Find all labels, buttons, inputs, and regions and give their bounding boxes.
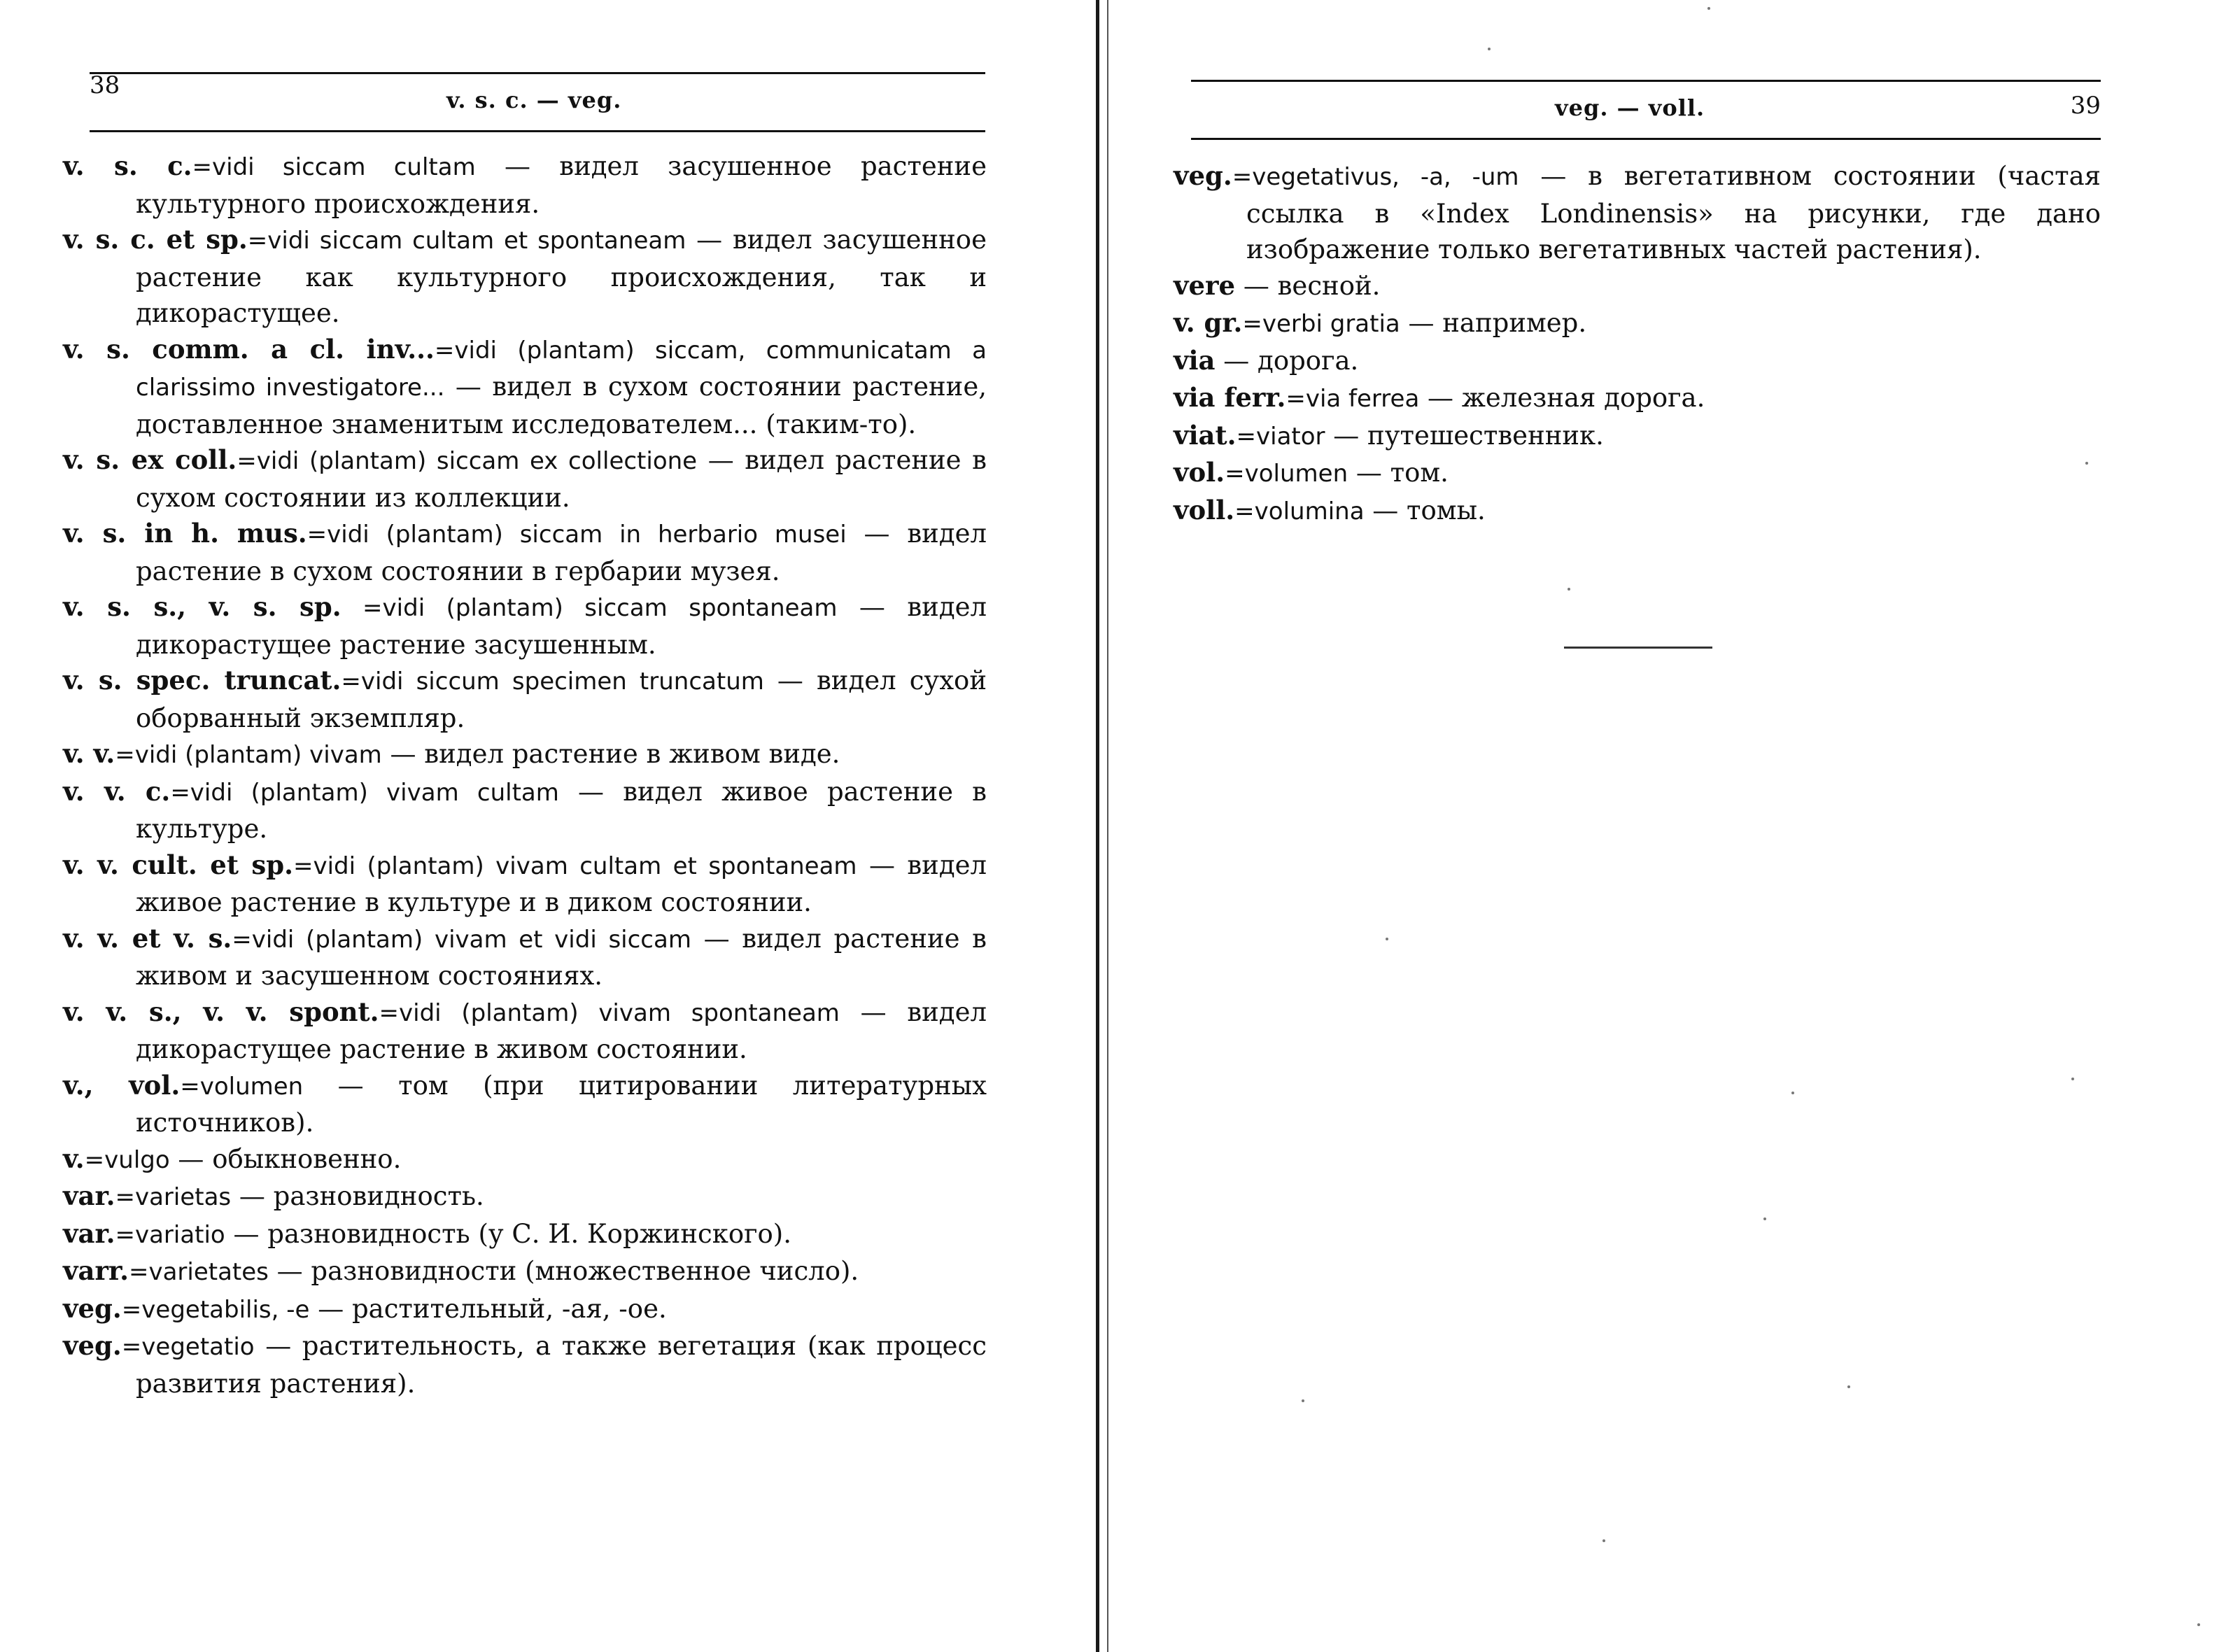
entry-term: v. s. ex coll.	[63, 444, 237, 475]
entry-definition: — видел живое растение в культуре и в диком состоянии.	[136, 849, 987, 917]
entry-definition: — видел растение в живом виде.	[381, 739, 840, 769]
entry-term: v. s. c.	[63, 150, 192, 181]
left-running-head: v. s. c. — veg.	[446, 87, 622, 113]
entry-term: veg.	[63, 1330, 122, 1361]
section-end-rule	[1564, 647, 1712, 649]
entry-latin: =vidi (plantam) siccam spontaneam	[341, 594, 838, 622]
entry-latin: =vulgo	[84, 1145, 170, 1174]
entry-term: v. s. s., v. s. sp.	[63, 591, 341, 622]
entry-term: varr.	[63, 1255, 129, 1286]
entry-latin: =vegetativus, -a, -um	[1232, 163, 1519, 191]
entry-definition: — томы.	[1364, 495, 1486, 525]
dictionary-entry	[1174, 455, 2101, 493]
right-page-number: 39	[2070, 92, 2101, 120]
entry-latin: =vidi siccam cultam	[192, 153, 476, 181]
dictionary-entry	[63, 774, 987, 847]
entry-latin: =vidi (plantam) vivam cultam et spontaneam	[293, 852, 857, 880]
scan-speck	[2071, 1078, 2074, 1080]
entry-term: via ferr.	[1174, 382, 1286, 413]
entry-definition: — видел живое растение в культуре.	[136, 776, 987, 844]
entry-latin: =vidi siccam cultam et spontaneam	[247, 227, 686, 255]
dictionary-entry	[1174, 343, 2101, 381]
entry-term: v. s. c. et sp.	[63, 224, 248, 255]
entry-latin: =vidi siccum specimen truncatum	[341, 668, 764, 696]
dictionary-entry	[1174, 268, 2101, 306]
left-page-header	[90, 72, 985, 132]
entry-definition: — железная дорога.	[1419, 383, 1705, 413]
entry-latin: =verbi gratia	[1242, 310, 1400, 338]
entry-term: via	[1174, 344, 1216, 376]
entry-term: v. s. comm. a cl. inv...	[63, 333, 435, 365]
scan-speck	[1602, 1539, 1605, 1542]
entry-definition: — видел засушенное растение как культурного происхождения, так и дикорастущее.	[136, 225, 987, 328]
entry-term: v., vol.	[63, 1069, 181, 1101]
right-entries-list	[1174, 158, 2101, 530]
entry-definition: — путешественник.	[1325, 420, 1604, 451]
entry-latin: =volumina	[1234, 497, 1365, 525]
entry-latin: =volumen	[1225, 460, 1348, 488]
entry-definition: — разновидности (множественное число).	[268, 1256, 859, 1286]
dictionary-entry	[63, 994, 987, 1068]
left-page-number: 38	[90, 71, 120, 99]
entry-term: var.	[63, 1180, 115, 1211]
entry-definition: — разновидность (у С. И. Коржинского).	[225, 1218, 791, 1249]
entry-definition: — видел дикорастущее растение в живом состоянии.	[136, 996, 987, 1064]
entry-latin: =volumen	[180, 1072, 304, 1101]
entry-definition: — видел сухой оборванный экземпляр.	[136, 665, 987, 733]
entry-latin: =vegetatio	[121, 1333, 255, 1361]
scan-speck	[2085, 462, 2088, 465]
entry-term: vere	[1174, 269, 1236, 301]
right-page	[1109, 0, 2226, 1652]
dictionary-entry	[1174, 380, 2101, 418]
dictionary-entry	[63, 1291, 987, 1329]
entry-definition: — видел засушенное растение культурного происхождения.	[136, 151, 987, 219]
book-gutter-shadow	[1107, 0, 1108, 1652]
scan-speck	[1302, 1399, 1304, 1402]
scan-speck	[1791, 1092, 1794, 1094]
left-entries-list	[63, 148, 987, 1402]
dictionary-entry	[63, 921, 987, 994]
entry-latin: =vidi (plantam) siccam, communicatam a clarissimo investigatore...	[136, 336, 987, 402]
dictionary-entry	[63, 516, 987, 589]
dictionary-entry	[63, 663, 987, 736]
dictionary-entry	[1174, 305, 2101, 343]
entry-term: veg.	[63, 1292, 122, 1324]
scan-speck	[1707, 7, 1710, 10]
entry-latin: =vidi (plantam) vivam	[115, 741, 382, 769]
entry-definition: — разновидность.	[231, 1181, 484, 1211]
scan-speck	[1763, 1217, 1766, 1220]
dictionary-entry	[63, 1328, 987, 1402]
dictionary-entry	[63, 847, 987, 921]
entry-latin: =vegetabilis, -e	[121, 1295, 310, 1324]
dictionary-entry	[63, 222, 987, 332]
entry-latin: =varietas	[115, 1183, 232, 1211]
entry-latin: =via ferrea	[1285, 385, 1420, 413]
dictionary-entry	[63, 736, 987, 774]
dictionary-entry	[63, 1068, 987, 1141]
entry-latin: =vidi (plantam) vivam cultam	[170, 778, 559, 807]
dictionary-entry	[1174, 493, 2101, 530]
entry-latin: =vidi (plantam) siccam ex collectione	[237, 447, 698, 475]
scan-speck	[1847, 1385, 1850, 1388]
entry-latin: =varietates	[128, 1258, 269, 1286]
entry-term: var.	[63, 1217, 115, 1249]
entry-definition: — обыкновенно.	[169, 1143, 402, 1174]
entry-definition: — том.	[1348, 458, 1449, 488]
entry-term: v. v. s., v. v. spont.	[63, 996, 379, 1027]
entry-definition: — растительность, а также вегетация (как процесс развития растения).	[136, 1331, 987, 1399]
entry-latin: =vidi (plantam) vivam spontaneam	[379, 998, 840, 1027]
entry-latin: =vidi (plantam) vivam et vidi siccam	[232, 925, 691, 954]
entry-term: viat.	[1174, 419, 1237, 451]
entry-definition: — растительный, -ая, -ое.	[309, 1293, 667, 1324]
entry-term: voll.	[1174, 494, 1235, 525]
entry-term: v.	[63, 1143, 85, 1174]
entry-definition: — видел растение в живом и засушенном состояниях.	[136, 923, 987, 991]
entry-latin: =vidi (plantam) siccam in herbario musei	[307, 521, 847, 549]
dictionary-entry	[63, 148, 987, 222]
dictionary-entry	[63, 589, 987, 663]
entry-term: v. v. c.	[63, 775, 171, 807]
entry-term: v. v.	[63, 738, 115, 769]
entry-term: v. gr.	[1174, 307, 1243, 338]
entry-definition: — например.	[1400, 308, 1587, 338]
entry-term: v. s. spec. truncat.	[63, 665, 341, 696]
entry-latin: =viator	[1236, 422, 1325, 451]
entry-definition: — видел растение в сухом состоянии в гербарии музея.	[136, 518, 987, 586]
entry-term: v. s. in h. mus.	[63, 518, 307, 549]
entry-term: v. v. et v. s.	[63, 922, 232, 954]
scan-speck	[1568, 588, 1570, 591]
entry-definition: — весной.	[1235, 270, 1381, 301]
entry-term: veg.	[1174, 160, 1232, 191]
dictionary-entry	[63, 1216, 987, 1254]
dictionary-entry	[63, 1178, 987, 1216]
scan-speck	[2197, 1623, 2200, 1626]
entry-definition: — видел растение в сухом состоянии из коллекции.	[136, 445, 987, 513]
entry-definition: — видел дикорастущее растение засушенным.	[136, 592, 987, 660]
dictionary-entry	[1174, 418, 2101, 456]
entry-term: v. v. cult. et sp.	[63, 849, 293, 880]
book-gutter	[1096, 0, 1099, 1652]
dictionary-entry	[63, 332, 987, 443]
scan-speck	[1386, 938, 1388, 940]
entry-definition: — в вегетативном состоянии (частая ссылка в «Index Londinensis» на рисунки, где дано изображение только вегетативных частей растения).	[1246, 161, 2101, 264]
dictionary-entry	[1174, 158, 2101, 268]
entry-definition: — дорога.	[1215, 345, 1359, 376]
dictionary-entry	[63, 442, 987, 516]
entry-definition: — видел в сухом состоянии растение, доставленное знаменитым исследователем... (таким-то).	[136, 372, 987, 439]
right-page-header	[1191, 80, 2101, 140]
entry-definition: — том (при цитировании литературных источников).	[136, 1070, 987, 1138]
left-page	[0, 0, 1092, 1652]
entry-term: vol.	[1174, 457, 1225, 488]
entry-latin: =variatio	[115, 1220, 225, 1249]
dictionary-entry	[63, 1141, 987, 1179]
scan-speck	[1488, 48, 1491, 50]
dictionary-entry	[63, 1253, 987, 1291]
right-running-head: veg. — voll.	[1555, 94, 1705, 121]
